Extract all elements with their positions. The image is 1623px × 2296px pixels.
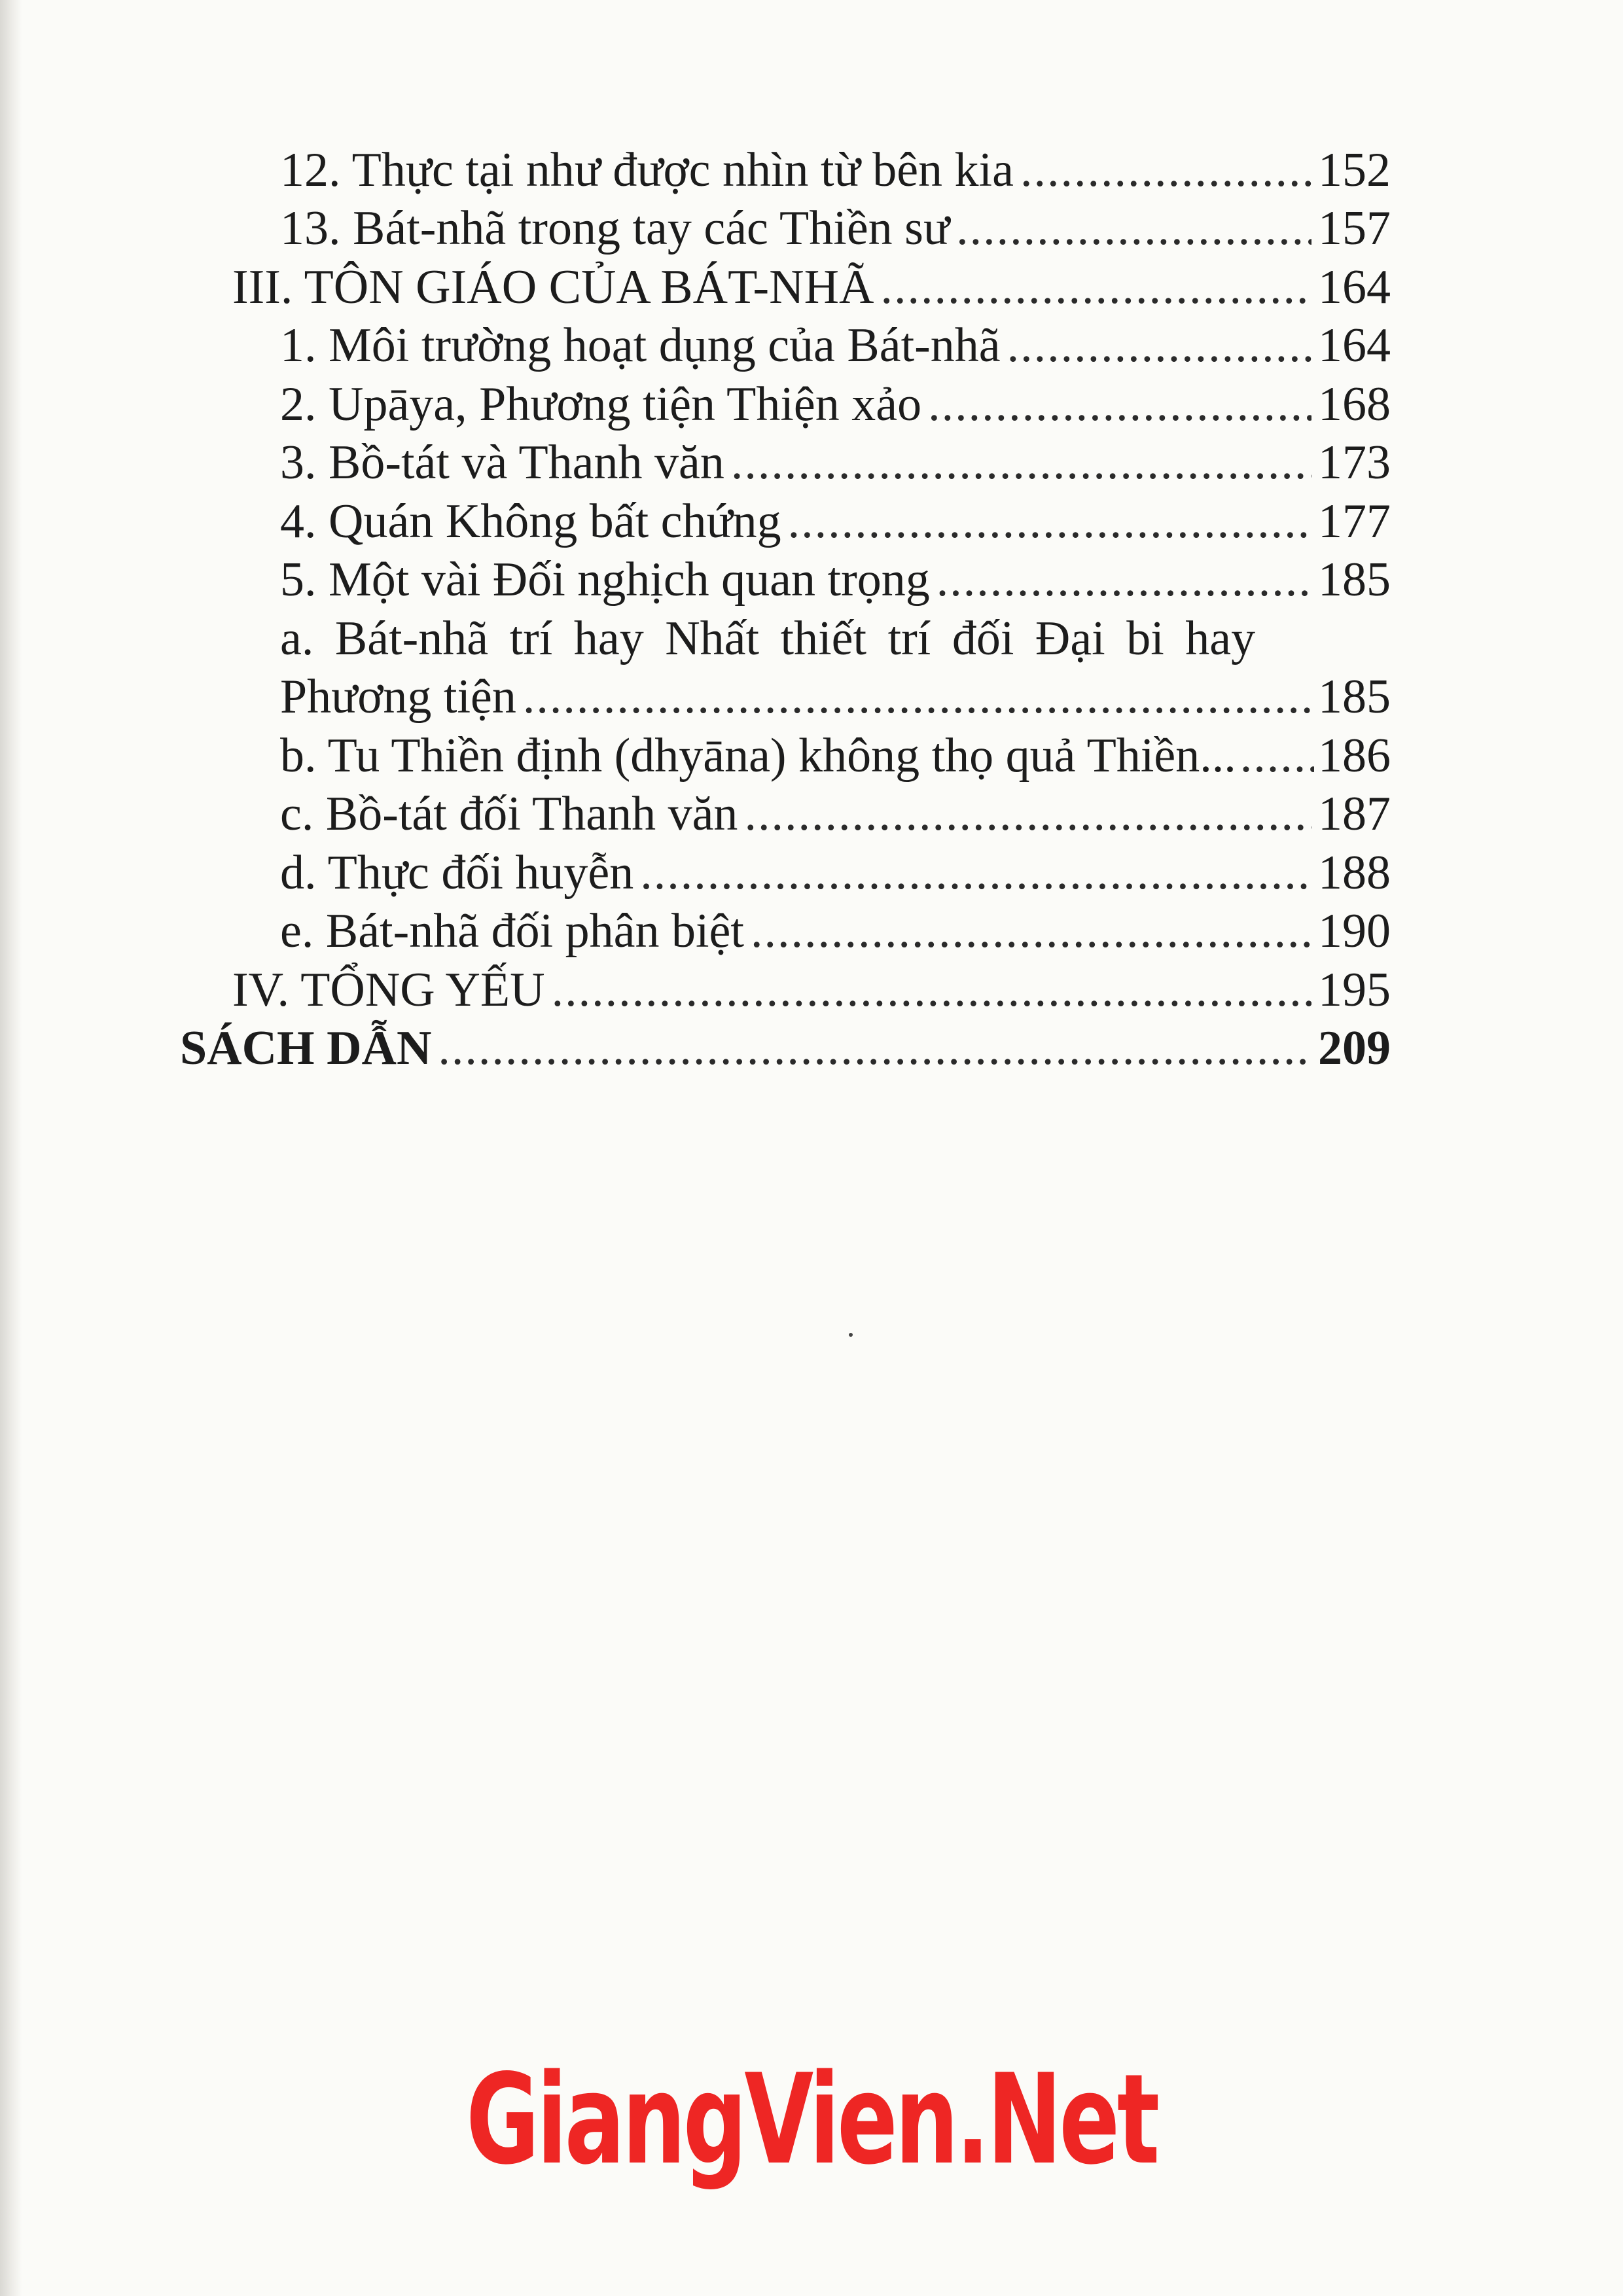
dot-leader — [1240, 726, 1314, 785]
toc-entry-title: 1. Môi trường hoạt dụng của Bát-nhã — [280, 319, 1001, 372]
toc-entry-page: 177 — [1318, 495, 1391, 548]
toc-entry-title: d. Thực đối huyễn — [280, 846, 634, 900]
toc-entry-title: 3. Bồ-tát và Thanh văn — [280, 436, 724, 489]
toc-entry-page: 190 — [1318, 904, 1391, 958]
toc-index — [180, 1019, 1391, 1078]
dot-leader — [880, 258, 1311, 317]
toc-entry-1 — [280, 316, 1391, 375]
toc-entry-5 — [280, 550, 1391, 609]
dot-leader — [438, 1019, 1311, 1078]
toc-entry-c — [280, 785, 1391, 843]
toc-entry-title: 2. Upāya, Phương tiện Thiện xảo — [280, 378, 922, 431]
toc-entry-title: 13. Bát-nhã trong tay các Thiền sư — [280, 202, 950, 255]
toc-entry-e — [280, 902, 1391, 961]
toc-entry-b — [280, 726, 1391, 785]
toc-entry-page: 186 — [1318, 729, 1391, 783]
toc-entry-3 — [280, 433, 1391, 492]
toc-entry-page: 164 — [1318, 260, 1391, 314]
toc-entry-page: 209 — [1318, 1021, 1391, 1075]
toc-entry-title: 12. Thực tại như được nhìn từ bên kia — [280, 143, 1014, 197]
dot-leader — [744, 785, 1311, 843]
toc-entry-4 — [280, 492, 1391, 551]
toc-section-iv — [232, 961, 1391, 1019]
toc-entry-title: Phương tiện — [280, 670, 516, 724]
toc-entry-title: III. TÔN GIÁO CỦA BÁT-NHÃ — [232, 260, 874, 314]
toc-entry-page: 185 — [1318, 670, 1391, 724]
toc-entry-d — [280, 843, 1391, 902]
toc-entry-page: 188 — [1318, 846, 1391, 900]
scan-speck — [849, 1333, 853, 1337]
toc-entry-title: e. Bát-nhã đối phân biệt — [280, 904, 744, 958]
dot-leader — [523, 667, 1311, 726]
toc-entry-page: 152 — [1318, 143, 1391, 197]
toc-entry-page: 168 — [1318, 378, 1391, 431]
toc-entry-a — [280, 667, 1391, 726]
dot-leader — [1020, 141, 1311, 200]
dot-leader — [788, 492, 1311, 551]
dot-leader — [640, 843, 1311, 902]
toc-entry-page: 185 — [1318, 553, 1391, 607]
dot-leader — [956, 199, 1311, 258]
toc-entry-title: IV. TỔNG YẾU — [232, 963, 545, 1017]
toc-entry-page: 173 — [1318, 436, 1391, 489]
dot-leader — [552, 961, 1311, 1019]
toc-entry-page: 195 — [1318, 963, 1391, 1017]
dot-leader — [936, 550, 1311, 609]
toc-entry-title: c. Bồ-tát đối Thanh văn — [280, 787, 738, 841]
dot-leader — [928, 375, 1311, 434]
toc-entry-title: 5. Một vài Đối nghịch quan trọng — [280, 553, 930, 607]
toc-entry-title: 4. Quán Không bất chứng — [280, 495, 781, 548]
watermark-logo: GiangVien.Net — [466, 2047, 1157, 2192]
toc-entry-title: SÁCH DẪN — [180, 1021, 432, 1075]
toc-entry-13 — [280, 199, 1391, 258]
toc-entry-a-first-line: a. Bát-nhã trí hay Nhất thiết trí đối Đại bi hay — [280, 612, 1256, 665]
toc-section-iii — [232, 258, 1391, 317]
toc-entry-page: 157 — [1318, 202, 1391, 255]
dot-leader — [1007, 316, 1311, 375]
dot-leader — [731, 433, 1311, 492]
dot-leader — [751, 902, 1311, 961]
toc-entry-12 — [280, 141, 1391, 200]
toc-entry-page: 164 — [1318, 319, 1391, 372]
toc-entry-2 — [280, 375, 1391, 434]
toc-entry-page: 187 — [1318, 787, 1391, 841]
toc-entry-title: b. Tu Thiền định (dhyāna) không thọ quả Thiền... — [280, 729, 1236, 783]
